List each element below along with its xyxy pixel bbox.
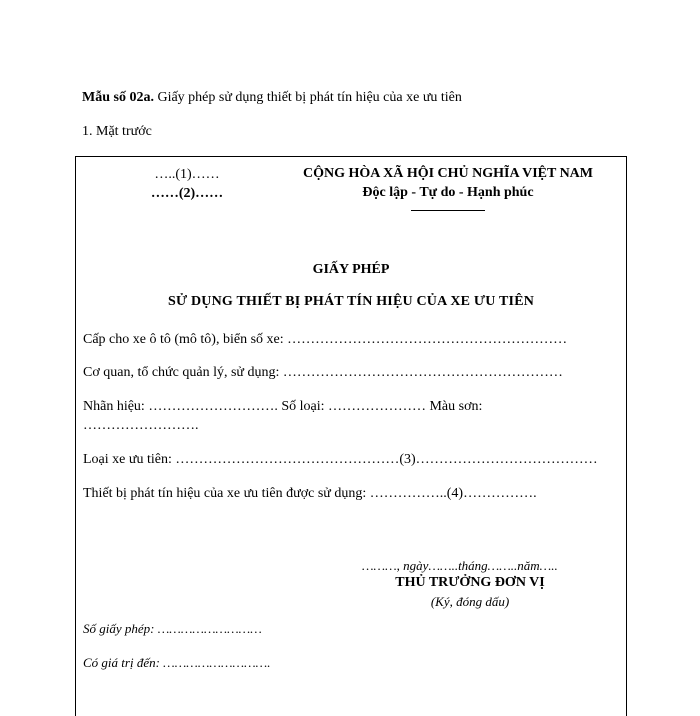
signer-note: (Ký, đóng dấu) (430, 594, 510, 609)
field-device: Thiết bị phát tín hiệu của xe ưu tiên được sử dụng: ……………..(4)……………. (83, 486, 537, 501)
national-motto: Độc lập - Tự do - Hạnh phúc (362, 185, 534, 200)
signer-title: THỦ TRƯỞNG ĐƠN VỊ (395, 575, 545, 590)
document-subtitle: SỬ DỤNG THIẾT BỊ PHÁT TÍN HIỆU CỦA XE ƯU TIÊN (167, 294, 535, 309)
motto-underline (411, 210, 485, 211)
field-agency: Cơ quan, tổ chức quản lý, sử dụng: …………………………………………………… (83, 365, 563, 380)
form-number: Mẫu số 02a. (82, 90, 154, 105)
national-title: CỘNG HÒA XÃ HỘI CHỦ NGHĨA VIỆT NAM (302, 166, 593, 181)
field-brand-continued: ……………………. (83, 418, 199, 433)
org-line-2: ……(2)…… (150, 186, 224, 201)
date-line: ………, ngày……..tháng……..năm….. (362, 558, 558, 573)
license-number: Số giấy phép: ……………………… (83, 621, 262, 636)
field-brand: Nhãn hiệu: ………………………. Số loại: ………………… Màu sơn: (83, 399, 483, 414)
field-issued-to: Cấp cho xe ô tô (mô tô), biển số xe: …………………………………………………… (83, 332, 568, 347)
side-label: 1. Mặt trước (82, 124, 152, 139)
valid-until: Có giá trị đến: ………………………. (83, 655, 271, 670)
field-vehicle-type: Loại xe ưu tiên: …………………………………………(3)………………………………… (83, 452, 598, 467)
form-title (82, 90, 462, 106)
document-title: GIẤY PHÉP (312, 262, 390, 277)
form-title-text: Giấy phép sử dụng thiết bị phát tín hiệu của xe ưu tiên (153, 90, 462, 105)
org-line-1: …..(1)…… (154, 167, 220, 182)
